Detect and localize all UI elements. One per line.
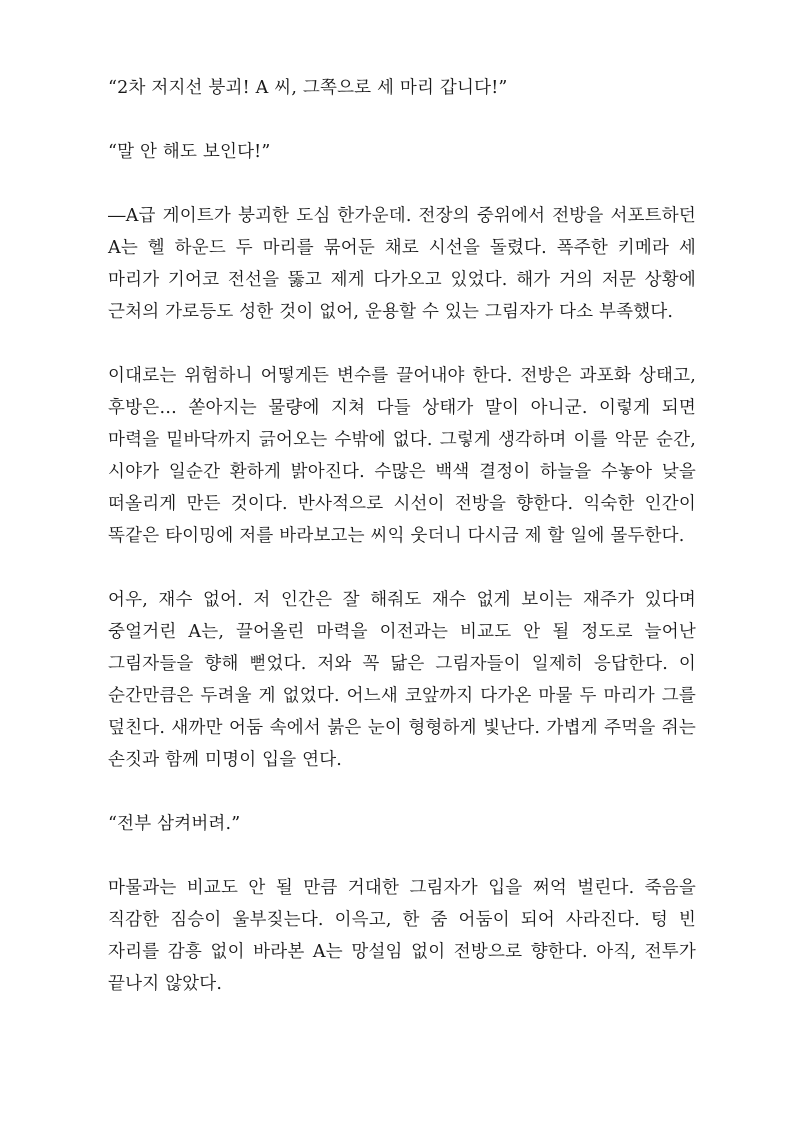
document-body — [108, 72, 696, 1000]
dialogue-paragraph: “말 안 해도 보인다!” — [108, 142, 271, 162]
dialogue-paragraph: “2차 저지선 붕괴! A 씨, 그쪽으로 세 마리 갑니다!” — [108, 78, 508, 98]
narration-paragraph: 이대로는 위험하니 어떻게든 변수를 끌어내야 한다. 전방은 과포화 상태고, 후방은… 쏟아지는 물량에 지쳐 다들 상태가 말이 아니군. 이렇게 되면 마력을 밑바닥까지 긁어오는 수밖에 없다. 그렇게 생각하며 이를 악문 순간, 시야가 일순간 환하게 밝아진다. 수많은 백색 결정이 하늘을 수놓아 낮을 떠올리게 만든 것이다. 반사적으로 시선이 전방을 향한다. 익숙한 인간이 똑같은 타이밍에 저를 바라보고는 씨익 웃더니 다시금 제 할 일에 몰두한다. — [108, 366, 696, 546]
narration-paragraph: 마물과는 비교도 안 될 만큼 거대한 그림자가 입을 쩌억 벌린다. 죽음을 직감한 짐승이 울부짖는다. 이윽고, 한 줌 어둠이 되어 사라진다. 텅 빈 자리를 감흥 없이 바라본 A는 망설임 없이 전방으로 향한다. 아직, 전투가 끝나지 않았다. — [108, 878, 696, 994]
narration-paragraph: 어우, 재수 없어. 저 인간은 잘 해줘도 재수 없게 보이는 재주가 있다며 중얼거린 A는, 끌어올린 마력을 이전과는 비교도 안 될 정도로 늘어난 그림자들을 향해 뻗었다. 저와 꼭 닮은 그림자들이 일제히 응답한다. 이 순간만큼은 두려울 게 없었다. 어느새 코앞까지 다가온 마물 두 마리가 그를 덮친다. 새까만 어둠 속에서 붉은 눈이 형형하게 빛난다. 가볍게 주먹을 쥐는 손짓과 함께 미명이 입을 연다. — [108, 590, 696, 770]
dialogue-paragraph: “전부 삼켜버려.” — [108, 814, 241, 834]
narration-paragraph: ―A급 게이트가 붕괴한 도심 한가운데. 전장의 중위에서 전방을 서포트하던 A는 헬 하운드 두 마리를 묶어둔 채로 시선을 돌렸다. 폭주한 키메라 세 마리가 기어코 전선을 뚫고 제게 다가오고 있었다. 해가 거의 저문 상황에 근처의 가로등도 성한 것이 없어, 운용할 수 있는 그림자가 다소 부족했다. — [108, 206, 696, 322]
